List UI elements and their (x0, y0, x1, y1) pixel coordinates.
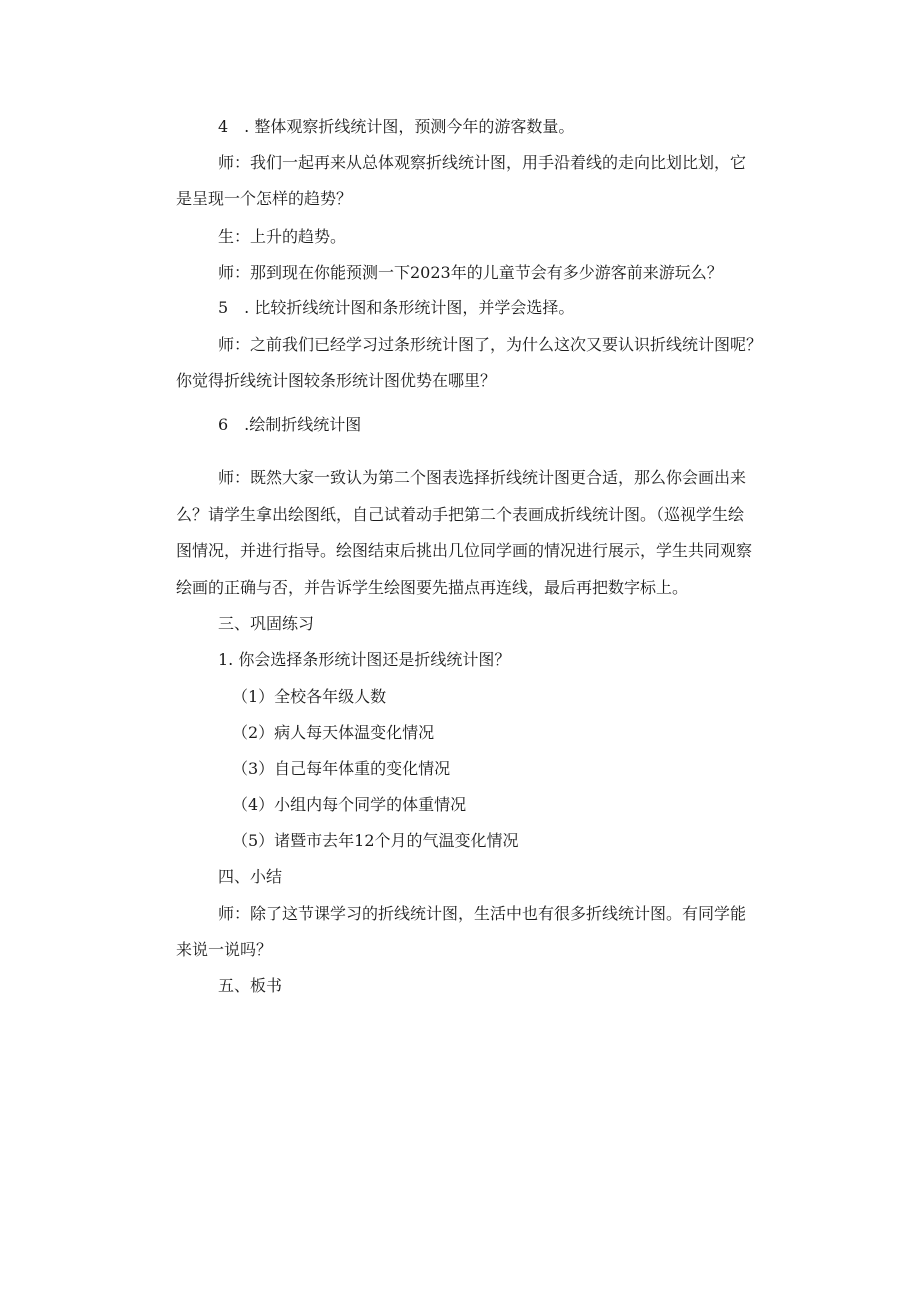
exercise-item: （5）诸暨市去年12个月的气温变化情况 (232, 831, 519, 850)
teacher-remark-cont: 你觉得折线统计图较条形统计图优势在哪里？ (176, 371, 497, 390)
teacher-remark: 师：之前我们已经学习过条形统计图了，为什么这次又要认识折线统计图呢？ (218, 335, 763, 354)
teacher-question: 师：那到现在你能预测一下2023年的儿童节会有多少游客前来游玩么？ (218, 263, 723, 282)
teacher-remark-cont: 么？请学生拿出绘图纸，自己试着动手把第二个表画成折线统计图。（巡视学生绘 (176, 505, 745, 524)
teacher-remark: 师：既然大家一致认为第二个图表选择折线统计图更合适，那么你会画出来 (218, 468, 747, 487)
exercise-item: （4）小组内每个同学的体重情况 (232, 795, 467, 814)
teacher-remark: 师：除了这节课学习的折线统计图，生活中也有很多折线统计图。有同学能 (218, 904, 747, 923)
step-5-heading: 5 . 比较折线统计图和条形统计图，并学会选择。 (218, 298, 575, 317)
exercise-item: （1）全校各年级人数 (232, 687, 387, 706)
teacher-remark-cont: 是呈现一个怎样的趋势？ (176, 189, 353, 208)
section-3-heading: 三、巩固练习 (218, 614, 315, 633)
student-answer: 生：上升的趋势。 (218, 227, 347, 246)
exercise-item: （2）病人每天体温变化情况 (232, 723, 435, 742)
teacher-remark: 师：我们一起再来从总体观察折线统计图，用手沿着线的走向比划比划，它 (218, 153, 747, 172)
exercise-question: 1. 你会选择条形统计图还是折线统计图？ (218, 650, 511, 669)
step-6-heading: 6 .绘制折线统计图 (218, 415, 362, 434)
section-5-heading: 五、板书 (218, 976, 283, 995)
teacher-remark-cont: 图情况，并进行指导。绘图结束后挑出几位同学画的情况进行展示，学生共同观察 (176, 541, 753, 560)
teacher-remark-cont: 绘画的正确与否，并告诉学生绘图要先描点再连线，最后再把数字标上。 (176, 578, 689, 597)
step-4-heading: 4 . 整体观察折线统计图，预测今年的游客数量。 (218, 117, 575, 136)
exercise-item: （3）自己每年体重的变化情况 (232, 759, 451, 778)
section-4-heading: 四、小结 (218, 867, 283, 886)
teacher-remark-cont: 来说一说吗？ (176, 940, 273, 959)
